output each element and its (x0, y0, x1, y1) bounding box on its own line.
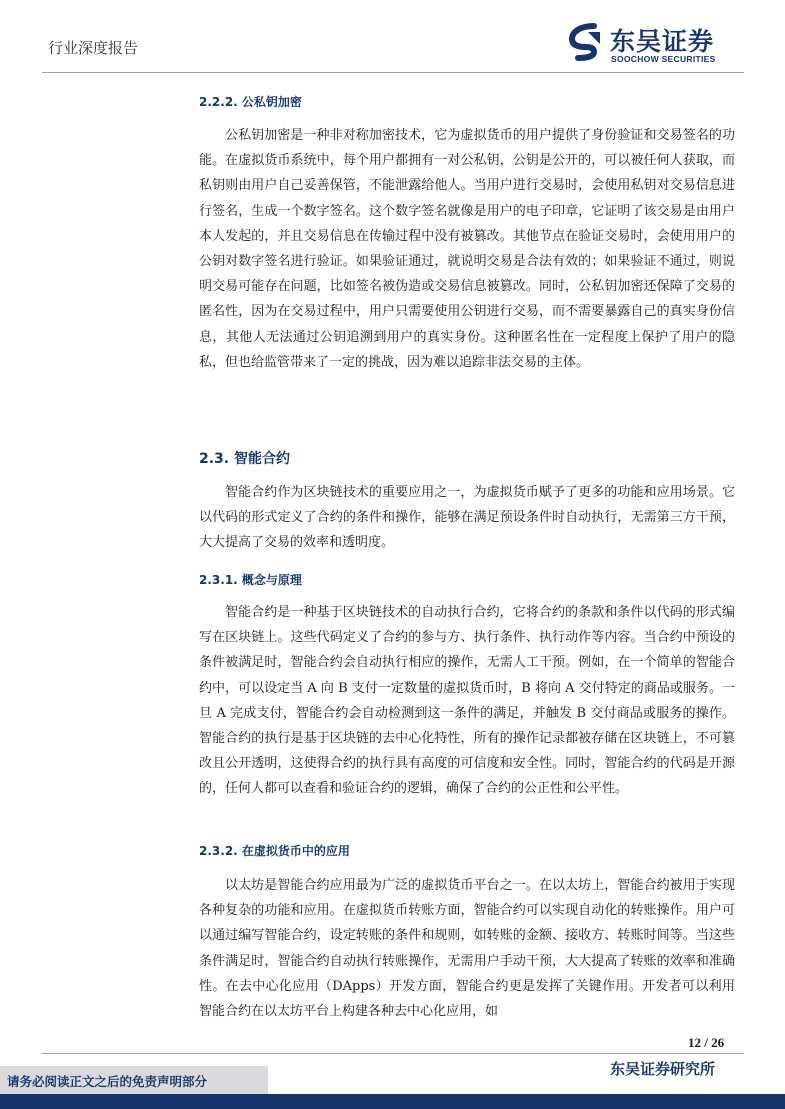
logo-name-en: SOOCHOW SECURITIES (611, 54, 716, 64)
paragraph: 智能合约作为区块链技术的重要应用之一，为虚拟货币赋予了更多的功能和应用场景。它以代码的形式定义了合约的条件和操作，能够在满足预设条件时自动执行，无需第三方干预，大大提高了交易的效率和透明度。 (199, 485, 735, 551)
header-divider (42, 72, 744, 73)
soochow-logo-icon (566, 22, 606, 62)
company-logo (566, 22, 756, 66)
disclaimer-text: 请务必阅读正文之后的免责声明部分 (7, 1074, 208, 1089)
report-type-label: 行业深度报告 (48, 39, 139, 57)
paragraph: 以太坊是智能合约应用最为广泛的虚拟货币平台之一。在以太坊上，智能合约被用于实现各种复杂的功能和应用。在虚拟货币转账方面，智能合约可以实现自动化的转账操作。用户可以通过编写智能合约，设定转账的条件和规则，如转账的金额、接收方、转账时间等。当这些条件满足时，智能合约自动执行转账操作，无需用户手动干预，大大提高了转账的效率和准确性。在去中心化应用（DApps）开发方面，智能合约更是发挥了关键作用。开发者可以利用智能合约在以太坊平台上构建各种去中心化应用，如 (199, 878, 735, 1020)
page-separator: / (704, 1035, 708, 1050)
section-heading-2-3: 2.3. 智能合约 (199, 451, 290, 467)
page-current: 12 (688, 1035, 701, 1050)
footer-brand: 东吴证券研究所 (610, 1060, 716, 1078)
footer-divider (42, 1053, 744, 1054)
page-number (688, 1035, 724, 1051)
paragraph: 智能合约是一种基于区块链技术的自动执行合约，它将合约的条款和条件以代码的形式编写在区块链上。这些代码定义了合约的参与方、执行条件、执行动作等内容。当合约中预设的条件被满足时，智能合约会自动执行相应的操作，无需人工干预。例如，在一个简单的智能合约中，可以设定当 A 向 B 支付一定数量的虚拟货币时，B 将向 A 交付特定的商品或服务。一旦 A 完成支付，智能合约会自动检测到这一条件的满足，并触发 B 交付商品或服务的操作。智能合约的执行是基于区块链的去中心化特性，所有的操作记录都被存储在区块链上，不可篡改且公开透明，这使得合约的执行具有高度的可信度和安全性。同时，智能合约的代码是开源的，任何人都可以查看和验证合约的逻辑，确保了合约的公正性和公平性。 (199, 605, 735, 797)
section-heading-2-2-2: 2.2.2. 公私钥加密 (199, 95, 302, 109)
section-heading-2-3-2: 2.3.2. 在虚拟货币中的应用 (199, 844, 350, 858)
logo-name-cn: 东吴证券 (610, 27, 715, 56)
page-total: 26 (711, 1035, 725, 1050)
disclaimer-box (0, 1066, 268, 1094)
section-heading-2-3-1: 2.3.1. 概念与原理 (199, 573, 302, 587)
paragraph: 公私钥加密是一种非对称加密技术，它为虚拟货币的用户提供了身份验证和交易签名的功能。在虚拟货币系统中，每个用户都拥有一对公私钥，公钥是公开的，可以被任何人获取，而私钥则由用户自己妥善保管，不能泄露给他人。当用户进行交易时，会使用私钥对交易信息进行签名，生成一个数字签名。这个数字签名就像是用户的电子印章，它证明了该交易是由用户本人发起的，并且交易信息在传输过程中没有被篡改。其他节点在验证交易时，会使用用户的公钥对数字签名进行验证。如果验证通过，就说明交易是合法有效的；如果验证不通过，则说明交易可能存在问题，比如签名被伪造或交易信息被篡改。同时，公私钥加密还保障了交易的匿名性，因为在交易过程中，用户只需要使用公钥进行交易，而不需要暴露自己的真实身份信息，其他人无法通过公钥追溯到用户的真实身份。这种匿名性在一定程度上保护了用户的隐私，但也给监管带来了一定的挑战，因为难以追踪非法交易的主体。 (199, 128, 735, 370)
footer-bar (0, 1094, 785, 1109)
